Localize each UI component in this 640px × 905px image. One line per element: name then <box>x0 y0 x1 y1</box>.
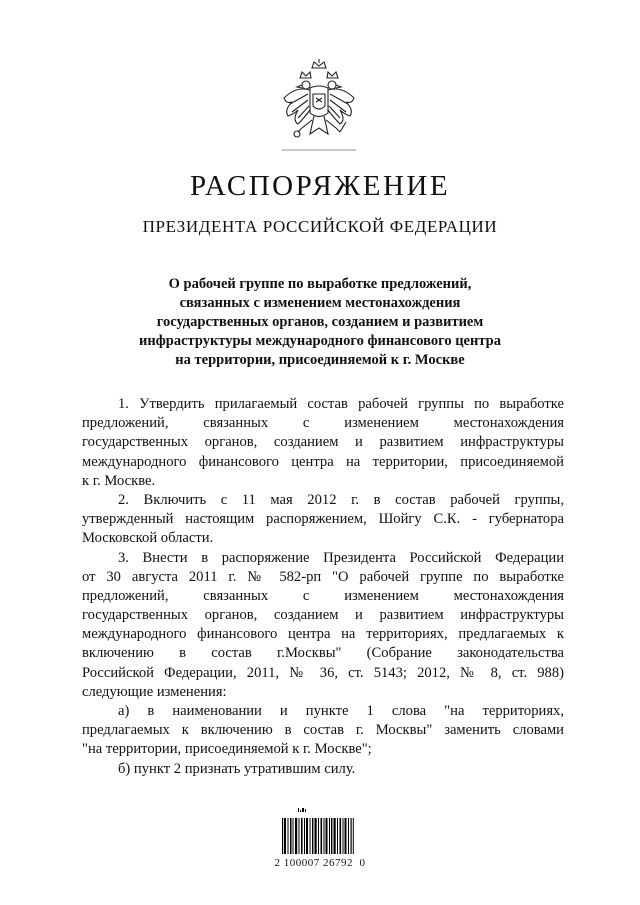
body-line: предложений, связанных с изменением местонахождения <box>82 587 564 604</box>
body-line: международного финансового центра на территориях, предлагаемых к <box>82 626 564 643</box>
document-heading <box>100 275 540 370</box>
barcode-number: 2 100007 26792 0 <box>274 857 366 869</box>
document-title: РАСПОРЯЖЕНИЕ <box>189 170 451 202</box>
body-line: государственных органов, созданием и развитием инфраструктуры <box>82 434 564 451</box>
body-line: от 30 августа 2011 г. № 582-рп "О рабочей группе по выработке <box>82 568 564 585</box>
body-line: предлагаемых к включению в состав г. Москвы" заменить словами <box>82 722 564 739</box>
barcode-icon <box>280 808 356 856</box>
body-line: 2. Включить с 11 мая 2012 г. в состав рабочей группы, <box>118 491 564 508</box>
heading-line: инфраструктуры международного финансового центра <box>139 333 501 349</box>
body-line: следующие изменения: <box>82 683 227 700</box>
heading-line: связанных с изменением местонахождения <box>179 295 461 311</box>
body-line: Московской области. <box>82 530 214 547</box>
body-line: "на территории, присоединяемой к г. Москве"; <box>82 741 372 758</box>
heading-line: на территории, присоединяемой к г. Москве <box>175 352 465 368</box>
body-line: утвержденный настоящим распоряжением, Шойгу С.К. - губернатора <box>82 511 564 528</box>
body-line: 3. Внести в распоряжение Президента Российской Федерации <box>118 549 564 566</box>
body-line: государственных органов, созданием и развитием инфраструктуры <box>82 607 564 624</box>
body-line: а) в наименовании и пункте 1 слова "на территориях, <box>118 703 564 719</box>
body-line: международного финансового центра на территории, присоединяемой <box>82 453 564 470</box>
document-body <box>82 395 564 779</box>
heading-line: О рабочей группе по выработке предложений, <box>168 276 472 292</box>
body-line: б) пункт 2 признать утратившим силу. <box>118 760 356 777</box>
body-line: предложений, связанных с изменением местонахождения <box>82 415 564 432</box>
body-line: включению в состав г.Москвы" (Собрание законодательства <box>82 645 564 662</box>
coat-of-arms-emblem-icon <box>278 58 360 154</box>
body-line: Российской Федерации, 2011, № 36, ст. 5143; 2012, № 8, ст. 988) <box>82 664 564 681</box>
body-line: 1. Утвердить прилагаемый состав рабочей группы по выработке <box>118 396 564 412</box>
heading-line: государственных органов, созданием и развитием <box>156 314 484 330</box>
body-line: к г. Москве. <box>82 472 156 489</box>
document-subtitle: ПРЕЗИДЕНТА РОССИЙСКОЙ ФЕДЕРАЦИИ <box>142 217 498 236</box>
